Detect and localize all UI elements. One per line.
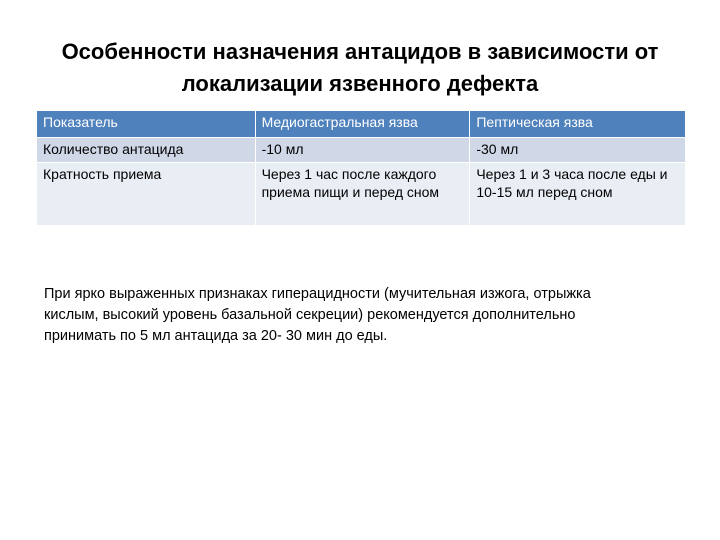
table-cell: Через 1 час после каждого приема пищи и перед сном [255, 163, 470, 226]
table-row [37, 138, 686, 163]
table-header-row [37, 111, 686, 138]
title-line-2: локализации язвенного дефекта [181, 71, 539, 96]
header-mediogastric-ulcer: Медиогастральная язва [255, 111, 470, 138]
table-cell: -30 мл [470, 138, 686, 163]
header-indicator: Показатель [37, 111, 256, 138]
table-cell: Через 1 и 3 часа после еды и 10-15 мл перед сном [470, 163, 686, 226]
table-cell: Кратность приема [37, 163, 256, 226]
header-peptic-ulcer: Пептическая язва [470, 111, 686, 138]
table-row [37, 163, 686, 226]
antacid-table [36, 110, 686, 226]
slide-title [40, 36, 680, 100]
title-line-1: Особенности назначения антацидов в зависимости от [61, 39, 659, 64]
table-cell: Количество антацида [37, 138, 256, 163]
table-cell: -10 мл [255, 138, 470, 163]
note-paragraph: При ярко выраженных признаках гиперацидности (мучительная изжога, отрыжка кислым, высокий уровень базальной секреции) рекомендуется дополнительно принимать по 5 мл антацида за 20- 30 мин до еды. [44, 286, 591, 344]
